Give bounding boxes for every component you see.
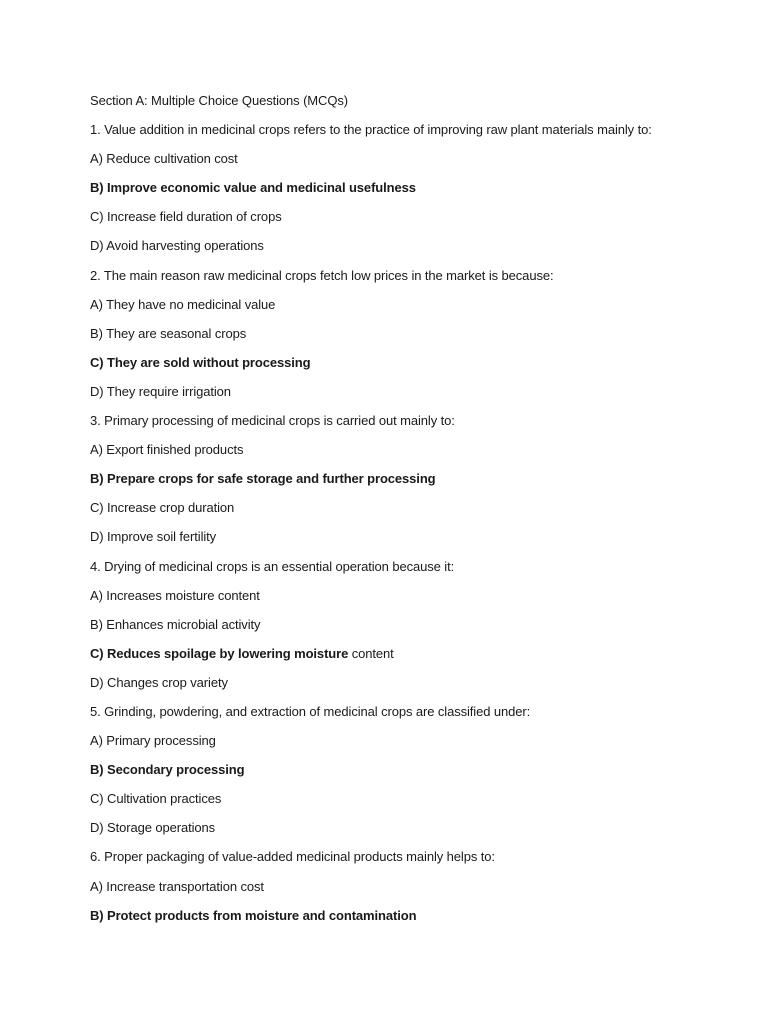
question-5-stem: 5. Grinding, powdering, and extraction of medicinal crops are classified under: (90, 703, 531, 719)
question-6-stem: 6. Proper packaging of value-added medicinal products mainly helps to: (90, 849, 495, 865)
question-5-option-d: D) Storage operations (90, 820, 216, 836)
question-2-option-a: A) They have no medicinal value (90, 296, 276, 312)
question-4-option-c-answer (90, 644, 750, 673)
question-4-stem: 4. Drying of medicinal crops is an essential operation because it: (90, 558, 455, 574)
question-1-option-a: A) Reduce cultivation cost (90, 151, 238, 167)
question-5-option-c: C) Cultivation practices (90, 791, 222, 807)
question-4-option-a: A) Increases moisture content (90, 587, 260, 603)
question-6-option-a: A) Increase transportation cost (90, 878, 264, 894)
question-2-option-b: B) They are seasonal crops (90, 325, 247, 341)
question-3-stem: 3. Primary processing of medicinal crops is carried out mainly to: (90, 413, 455, 429)
question-2-option-c-answer: C) They are sold without processing (90, 354, 311, 370)
section-heading: Section A: Multiple Choice Questions (MCQs) (90, 93, 348, 108)
question-1-option-d: D) Avoid harvesting operations (90, 238, 264, 254)
question-3-option-a: A) Export finished products (90, 442, 244, 458)
question-5-option-a: A) Primary processing (90, 733, 216, 749)
question-4-option-b: B) Enhances microbial activity (90, 616, 261, 632)
question-3-option-b-answer: B) Prepare crops for safe storage and further processing (90, 471, 436, 487)
question-1-option-b-answer: B) Improve economic value and medicinal usefulness (90, 180, 416, 196)
question-3-option-d: D) Improve soil fertility (90, 529, 217, 545)
question-4-option-c-bold-part: C) Reduces spoilage by lowering moisture (90, 645, 349, 661)
question-2-option-d: D) They require irrigation (90, 383, 231, 399)
question-6-option-b-answer: B) Protect products from moisture and contamination (90, 907, 417, 923)
question-1-option-c: C) Increase field duration of crops (90, 209, 282, 225)
question-1-stem: 1. Value addition in medicinal crops refers to the practice of improving raw plant materials mainly to: (90, 122, 652, 138)
question-5-option-b-answer: B) Secondary processing (90, 762, 245, 778)
question-4-option-d: D) Changes crop variety (90, 674, 228, 690)
document-page (90, 91, 750, 935)
question-2-stem: 2. The main reason raw medicinal crops fetch low prices in the market is because: (90, 267, 554, 283)
question-3-option-c: C) Increase crop duration (90, 500, 235, 516)
question-4-option-c-suffix: content (348, 645, 394, 661)
